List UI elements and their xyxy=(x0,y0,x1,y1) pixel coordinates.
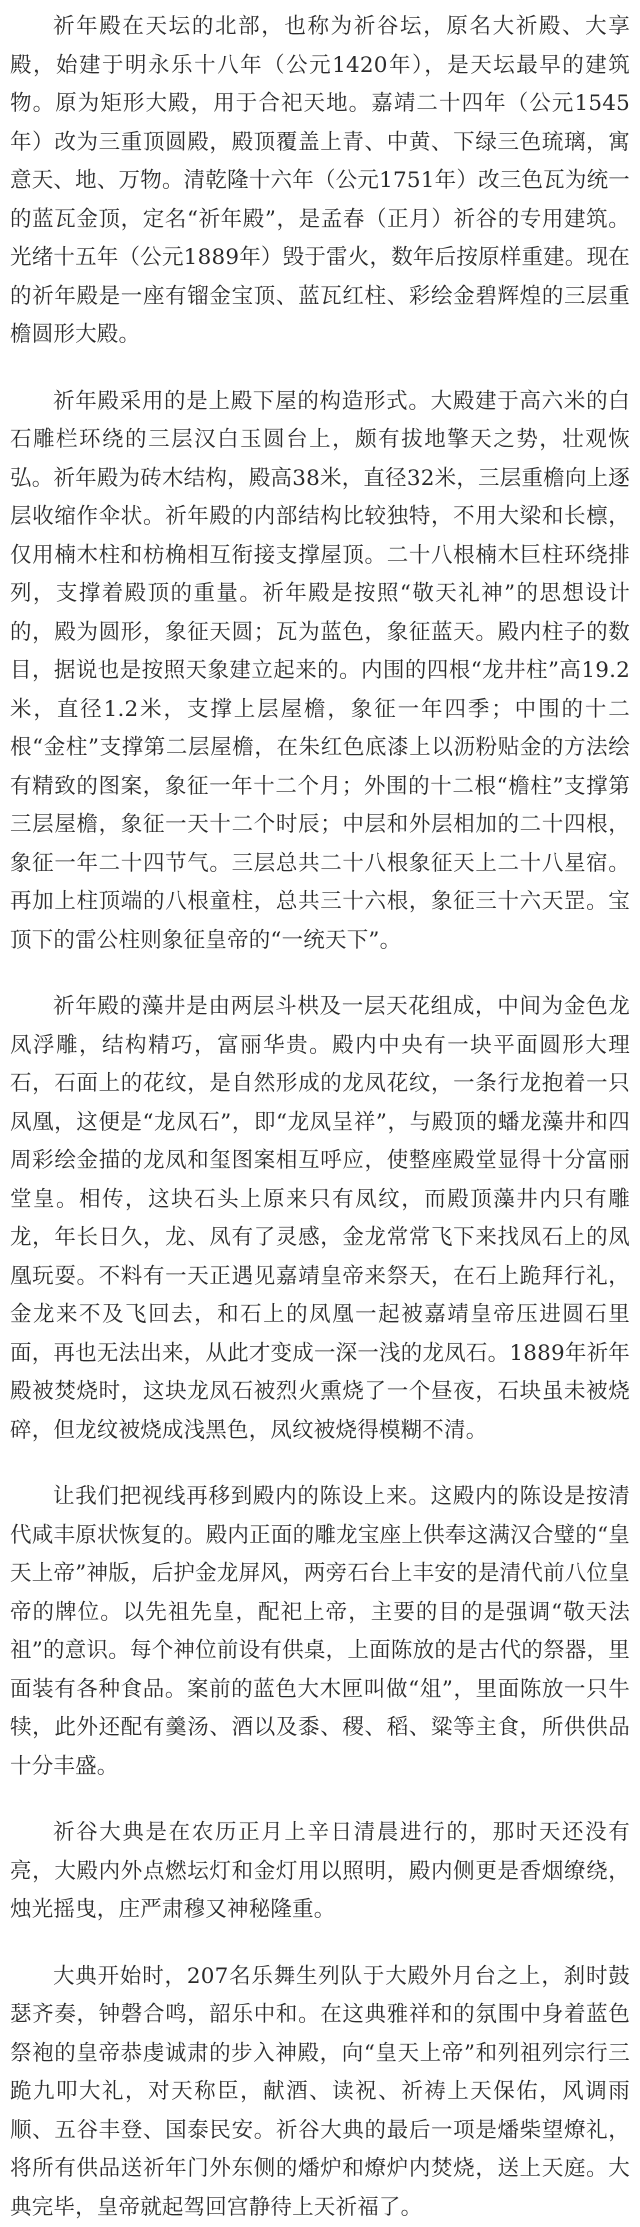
paragraph-interior-furnishings: 让我们把视线再移到殿内的陈设上来。这殿内的陈设是按清代咸丰原状恢复的。殿内正面的雕龙宝座上供奉这满汉合璧的“皇天上帝”神版，后护金龙屏风，两旁石台上丰安的是清代前八位皇帝的牌位。以先祖先皇，配祀上帝，主要的目的是强调“敬天法祖”的意识。每个神位前设有供桌，上面陈放的是古代的祭器，里面装有各种食品。案前的蓝色大木匣叫做“俎”，里面陈放一只牛犊，此外还配有羹汤、酒以及黍、稷、稻、粱等主食，所供供品十分丰盛。 xyxy=(10,1478,630,1786)
paragraph-ceremony-timing: 祈谷大典是在农历正月上辛日清晨进行的，那时天还没有亮，大殿内外点燃坛灯和金灯用以照明，殿内侧更是香烟缭绕，烛光摇曳，庄严肃穆又神秘隆重。 xyxy=(10,1814,630,1930)
paragraph-caisson-ceiling: 祈年殿的藻井是由两层斗栱及一层天花组成，中间为金色龙凤浮雕，结构精巧，富丽华贵。殿内中央有一块平面圆形大理石，石面上的花纹，是自然形成的龙凤花纹，一条行龙抱着一只凤凰，这便是“龙凤石”，即“龙凤呈祥”，与殿顶的蟠龙藻井和四周彩绘金描的龙凤和玺图案相互呼应，使整座殿堂显得十分富丽堂皇。相传，这块石头上原来只有凤纹，而殿顶藻井内只有雕龙，年长日久，龙、凤有了灵感，金龙常常飞下来找凤石上的凤凰玩耍。不料有一天正遇见嘉靖皇帝来祭天，在石上跪拜行礼，金龙来不及飞回去，和石上的凤凰一起被嘉靖皇帝压进圆石里面，再也无法出来，从此才变成一深一浅的龙凤石。1889年祈年殿被焚烧时，这块龙凤石被烈火熏烧了一个昼夜，石块虽未被烧碎，但龙纹被烧成浅黑色，凤纹被烧得模糊不清。 xyxy=(10,988,630,1450)
paragraph-ceremony-process: 大典开始时，207名乐舞生列队于大殿外月台之上，刹时鼓瑟齐奏，钟磬合鸣，韶乐中和。在这典雅祥和的氛围中身着蓝色祭袍的皇帝恭虔诚肃的步入神殿，向“皇天上帝”和列祖列宗行三跪九叩大礼，对天称臣，献酒、读祝、祈祷上天保佑，风调雨顺、五谷丰登、国泰民安。祈谷大典的最后一项是燔柴望燎礼，将所有供品送祈年门外东侧的燔炉和燎炉内焚烧，送上天庭。大典完毕，皇帝就起驾回宫静待上天祈福了。 xyxy=(10,1958,630,2227)
paragraph-structure: 祈年殿采用的是上殿下屋的构造形式。大殿建于高六米的白石雕栏环绕的三层汉白玉圆台上，颇有拔地擎天之势，壮观恢弘。祈年殿为砖木结构，殿高38米，直径32米，三层重檐向上逐层收缩作伞状。祈年殿的内部结构比较独特，不用大梁和长檩，仅用楠木柱和枋桷相互衔接支撑屋顶。二十八根楠木巨柱环绕排列，支撑着殿顶的重量。祈年殿是按照“敬天礼神”的思想设计的，殿为圆形，象征天圆；瓦为蓝色，象征蓝天。殿内柱子的数目，据说也是按照天象建立起来的。内围的四根“龙井柱”高19.2米，直径1.2米，支撑上层屋檐，象征一年四季；中围的十二根“金柱”支撑第二层屋檐，在朱红色底漆上以沥粉贴金的方法绘有精致的图案，象征一年十二个月；外围的十二根“檐柱”支撑第三层屋檐，象征一天十二个时辰；中层和外层相加的二十四根，象征一年二十四节气。三层总共二十八根象征天上二十八星宿。再加上柱顶端的八根童柱，总共三十六根，象征三十六天罡。宝顶下的雷公柱则象征皇帝的“一统天下”。 xyxy=(10,383,630,961)
paragraph-history: 祈年殿在天坛的北部，也称为祈谷坛，原名大祈殿、大享殿，始建于明永乐十八年（公元1420年），是天坛最早的建筑物。原为矩形大殿，用于合祀天地。嘉靖二十四年（公元1545年）改为三重顶圆殿，殿顶覆盖上青、中黄、下绿三色琉璃，寓意天、地、万物。清乾隆十六年（公元1751年）改三色瓦为统一的蓝瓦金顶，定名“祈年殿”，是孟春（正月）祈谷的专用建筑。光绪十五年（公元1889年）毁于雷火，数年后按原样重建。现在的祈年殿是一座有镏金宝顶、蓝瓦红柱、彩绘金碧辉煌的三层重檐圆形大殿。 xyxy=(10,8,630,355)
